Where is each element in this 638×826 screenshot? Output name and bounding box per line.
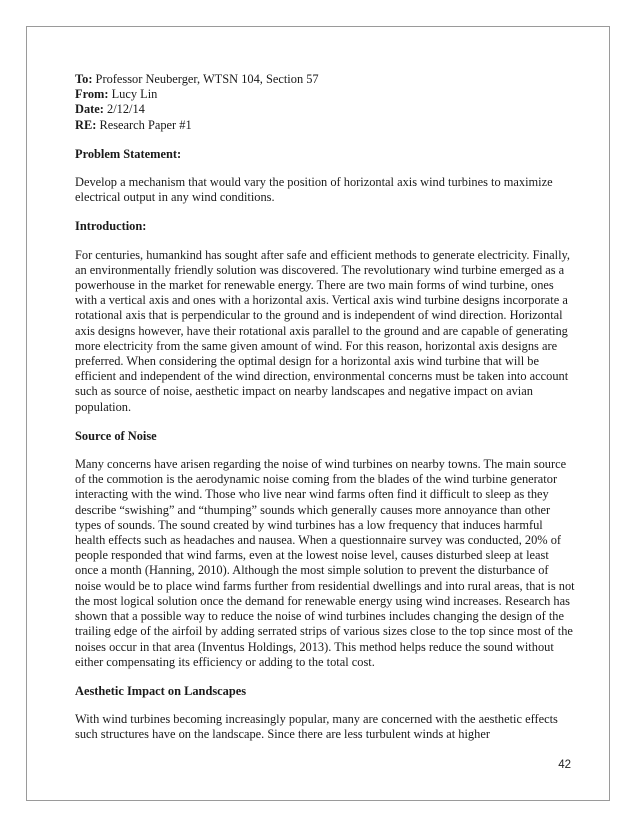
memo-re: RE: Research Paper #1 [75,117,192,132]
document-page [26,26,610,801]
document-content [75,72,575,743]
noise-heading: Source of Noise [75,428,157,443]
memo-header [75,72,575,133]
aesthetic-body: With wind turbines becoming increasingly popular, many are concerned with the aesthetic effects such structures have on the landscape. Since there are less turbulent winds at higher [75,712,558,742]
intro-heading: Introduction: [75,219,147,234]
aesthetic-heading: Aesthetic Impact on Landscapes [75,683,247,698]
memo-date: Date: 2/12/14 [75,102,145,117]
problem-body: Develop a mechanism that would vary the position of horizontal axis wind turbines to maximize electrical output in any wind conditions. [75,175,553,205]
intro-body: For centuries, humankind has sought after safe and efficient methods to generate electricity. Finally, an environmentally friendly solution was discovered. The revolutionary wind turbine emerged as a powerhouse in the market for renewable energy. There are two main forms of wind turbine, ones with a vertical axis and ones with a horizontal axis. Vertical axis wind turbine designs incorporate a rotational axis that is perpendicular to the ground and is independent of wind direction. Horizontal axis designs however, have their rotational axis parallel to the ground and are capable of generating more electricity from the same given amount of wind. For this reason, horizontal axis designs are preferred. When considering the optimal design for a horizontal axis wind turbine that will be efficient and independent of the wind direction, environmental concerns must be taken into account such as source of noise, aesthetic impact on nearby landscapes and negative impact on avian population. [75,247,571,414]
page-number: 42 [558,759,571,771]
problem-heading: Problem Statement: [75,146,182,161]
noise-body: Many concerns have arisen regarding the noise of wind turbines on nearby towns. The main source of the commotion is the aerodynamic noise coming from the blades of the wind turbine generator interacting with the wind. Those who live near wind farms often find it difficult to sleep as they describe “swishing” and “thumping” sounds which generally causes more annoyance than other types of sounds. The sound created by wind turbines has a low frequency that induces harmful health effects such as headaches and nausea. When a questionnaire survey was conducted, 20% of people responded that wind farms, even at the lowest noise level, causes disturbed sleep at least once a month (Hanning, 2010). Although the most simple solution to prevent the disturbance of noise would be to place wind farms further from residential dwellings and into rural areas, that is not the most logical solution once the demand for renewable energy using wind increases. Research has shown that a possible way to reduce the noise of wind turbines includes changing the design of the trailing edge of the airfoil by adding serrated strips of various sizes close to the top since most of the noises occur in that area (Inventus Holdings, 2013). This method helps reduce the sound without either compensating its efficiency or adding to the total cost. [75,457,575,669]
memo-from: From: Lucy Lin [75,87,158,102]
memo-to: To: Professor Neuberger, WTSN 104, Section 57 [75,72,319,86]
